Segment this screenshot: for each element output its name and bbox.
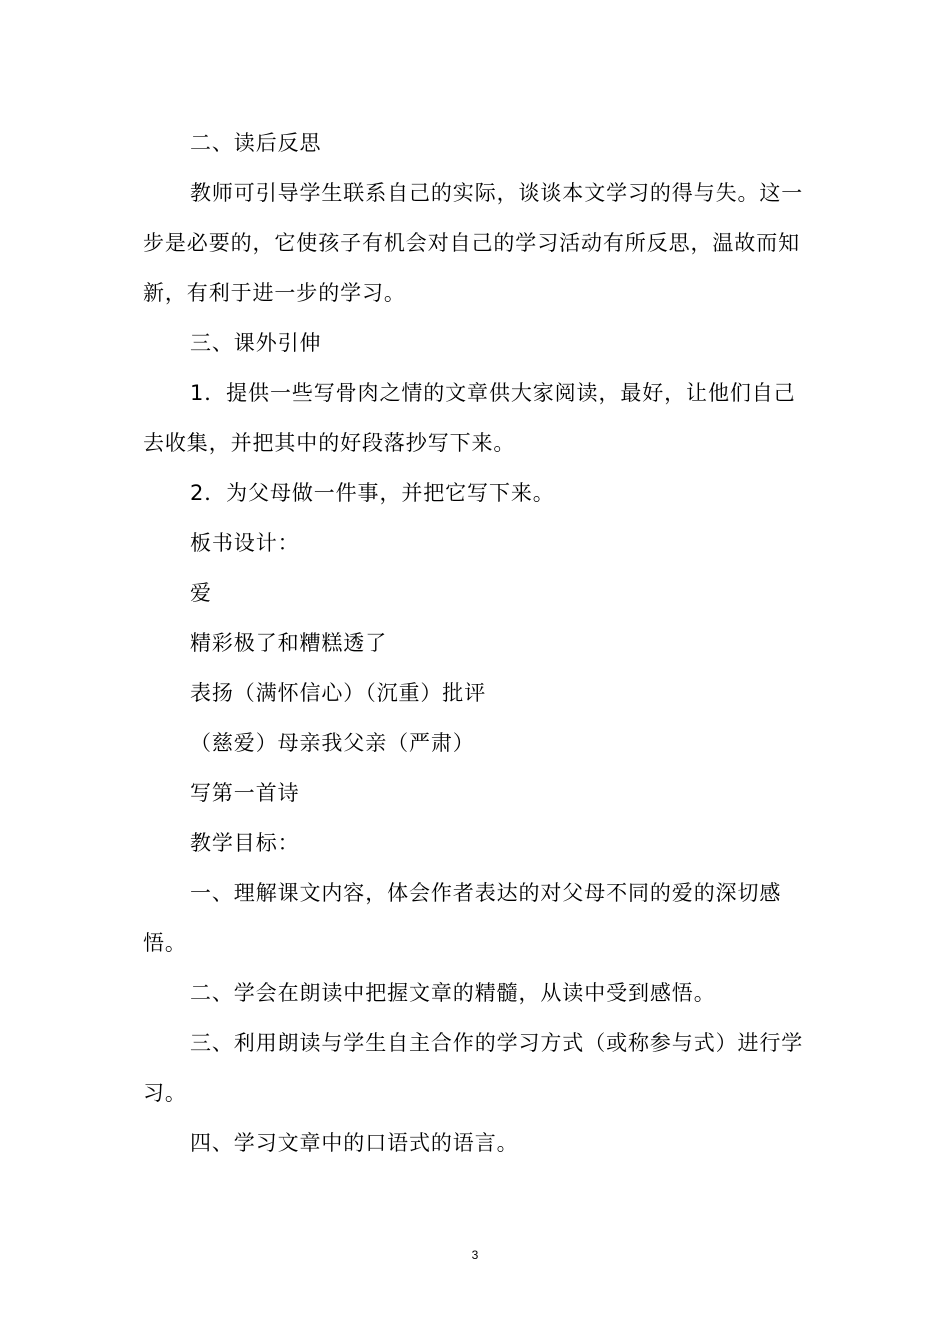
paragraph-reflection-text: 教师可引导学生联系自己的实际，谈谈本文学习的得与失。这一步是必要的，它使孩子有机会对自己的学习活动有所反思，温故而知新，有利于进一步的学习。: [143, 181, 804, 305]
board-line-parents: （慈爱）母亲我父亲（严肃）: [190, 731, 475, 755]
page-number: 3: [471, 1248, 479, 1262]
goal-item-1: 一、理解课文内容，体会作者表达的对父母不同的爱的深切感悟。: [143, 881, 782, 955]
goal-item-4: 四、学习文章中的口语式的语言。: [190, 1131, 519, 1155]
heading-extension: 三、课外引伸: [190, 331, 322, 355]
heading-board-design: 板书设计：: [190, 531, 300, 555]
board-line-praise-criticism: 表扬（满怀信心）（沉重）批评: [190, 681, 487, 705]
heading-teaching-goals: 教学目标：: [190, 831, 300, 855]
board-line-love: 爱: [190, 581, 212, 605]
document-body: [143, 118, 806, 1168]
heading-reflection: 二、读后反思: [190, 131, 322, 155]
board-line-title: 精彩极了和糟糕透了: [190, 631, 388, 655]
goal-item-2: 二、学会在朗读中把握文章的精髓，从读中受到感悟。: [190, 981, 716, 1005]
extension-item-1: 1．提供一些写骨肉之情的文章供大家阅读，最好，让他们自己去收集，并把其中的好段落抄写下来。: [143, 381, 796, 455]
board-line-first-poem: 写第一首诗: [190, 781, 300, 805]
goal-item-3: 三、利用朗读与学生自主合作的学习方式（或称参与式）进行学习。: [143, 1031, 804, 1105]
extension-item-2: 2．为父母做一件事，并把它写下来。: [190, 481, 555, 505]
